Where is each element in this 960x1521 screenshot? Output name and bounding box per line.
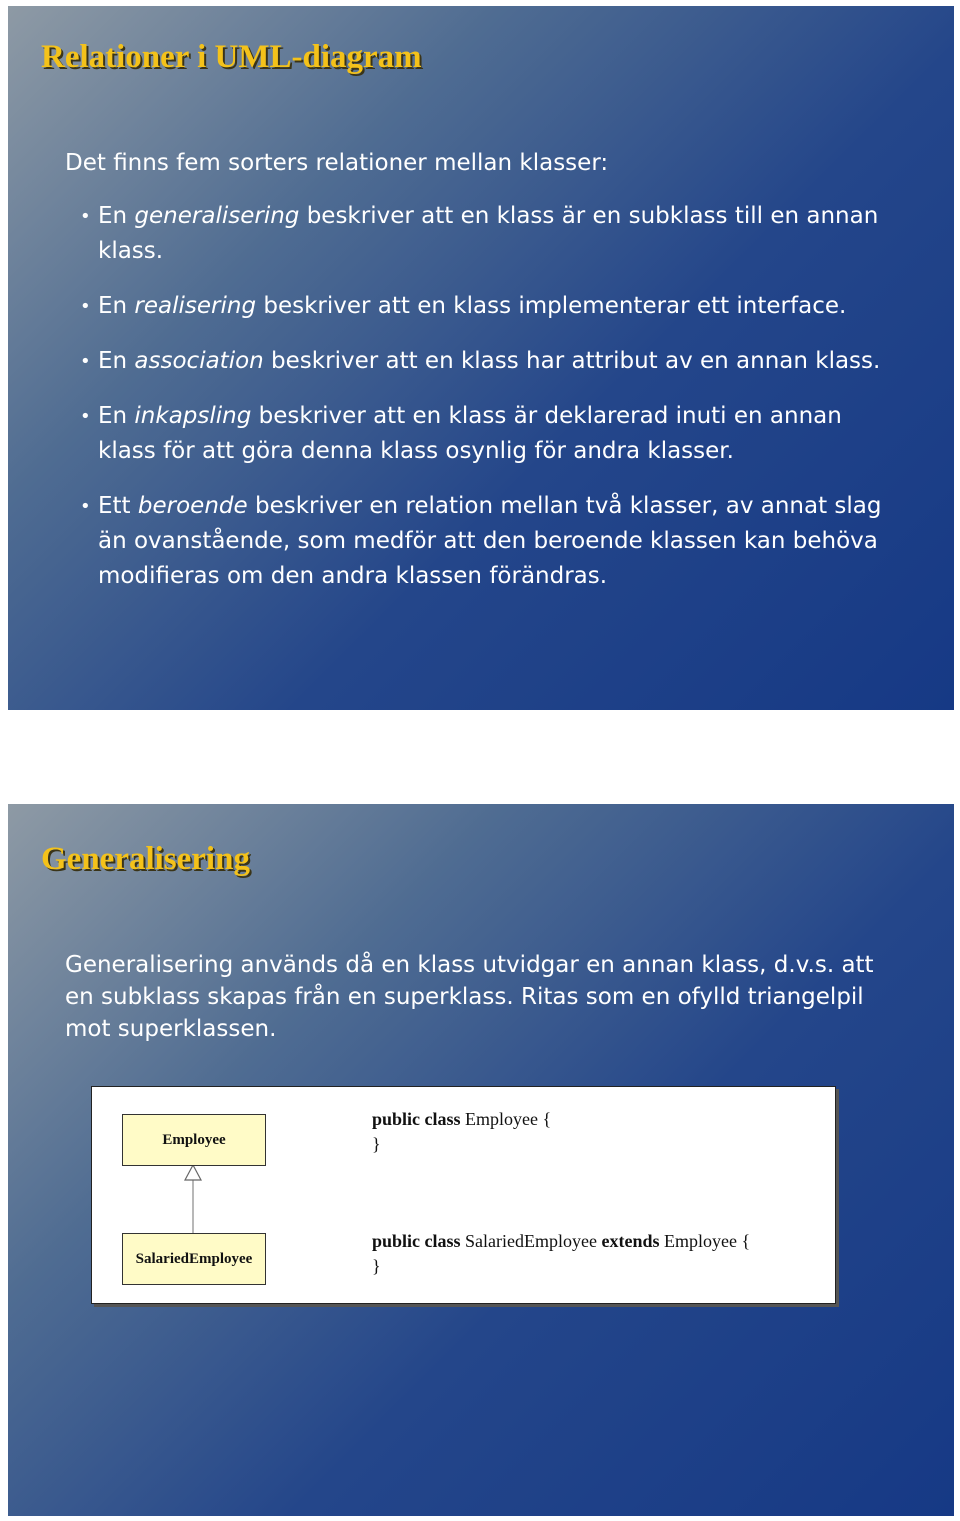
slide-relationer — [8, 6, 954, 710]
list-item: • En realisering beskriver att en klass implementerar ett interface. — [80, 293, 847, 319]
uml-diagram — [91, 1086, 836, 1304]
list-item: • Ett beroende beskriver en relation mellan två klasser, av annat slag än ovanstående, som medför att den beroende klassen kan behöva modifieras om den andra klassen förändras. — [80, 493, 882, 589]
description-text: Generalisering används då en klass utvidgar en annan klass, d.v.s. att en subklass skapas från en superklass. Ritas som en ofylld triangelpil mot superklassen. — [65, 952, 874, 1042]
hollow-triangle-icon — [185, 1165, 201, 1180]
list-item: • En inkapsling beskriver att en klass är deklarerad inuti en annan klass för att göra denna klass osynlig för andra klasser. — [80, 403, 842, 464]
list-item: • En association beskriver att en klass har attribut av en annan klass. — [80, 348, 881, 374]
slide-generalisering — [8, 804, 954, 1516]
code-snippet-employee: public class Employee { } — [372, 1109, 552, 1154]
superclass-box: Employee — [122, 1114, 266, 1166]
slide-title: Relationer i UML-diagram — [41, 39, 422, 75]
intro-text: Det finns fem sorters relationer mellan klasser: — [65, 150, 609, 176]
subclass-box: SalariedEmployee — [122, 1233, 266, 1285]
relation-list — [80, 199, 900, 614]
list-item: • En generalisering beskriver att en klass är en subklass till en annan klass. — [80, 203, 879, 264]
slide-title: Generalisering — [41, 841, 250, 877]
code-snippet-salaried: public class SalariedEmployee extends Employee { } — [372, 1231, 751, 1276]
